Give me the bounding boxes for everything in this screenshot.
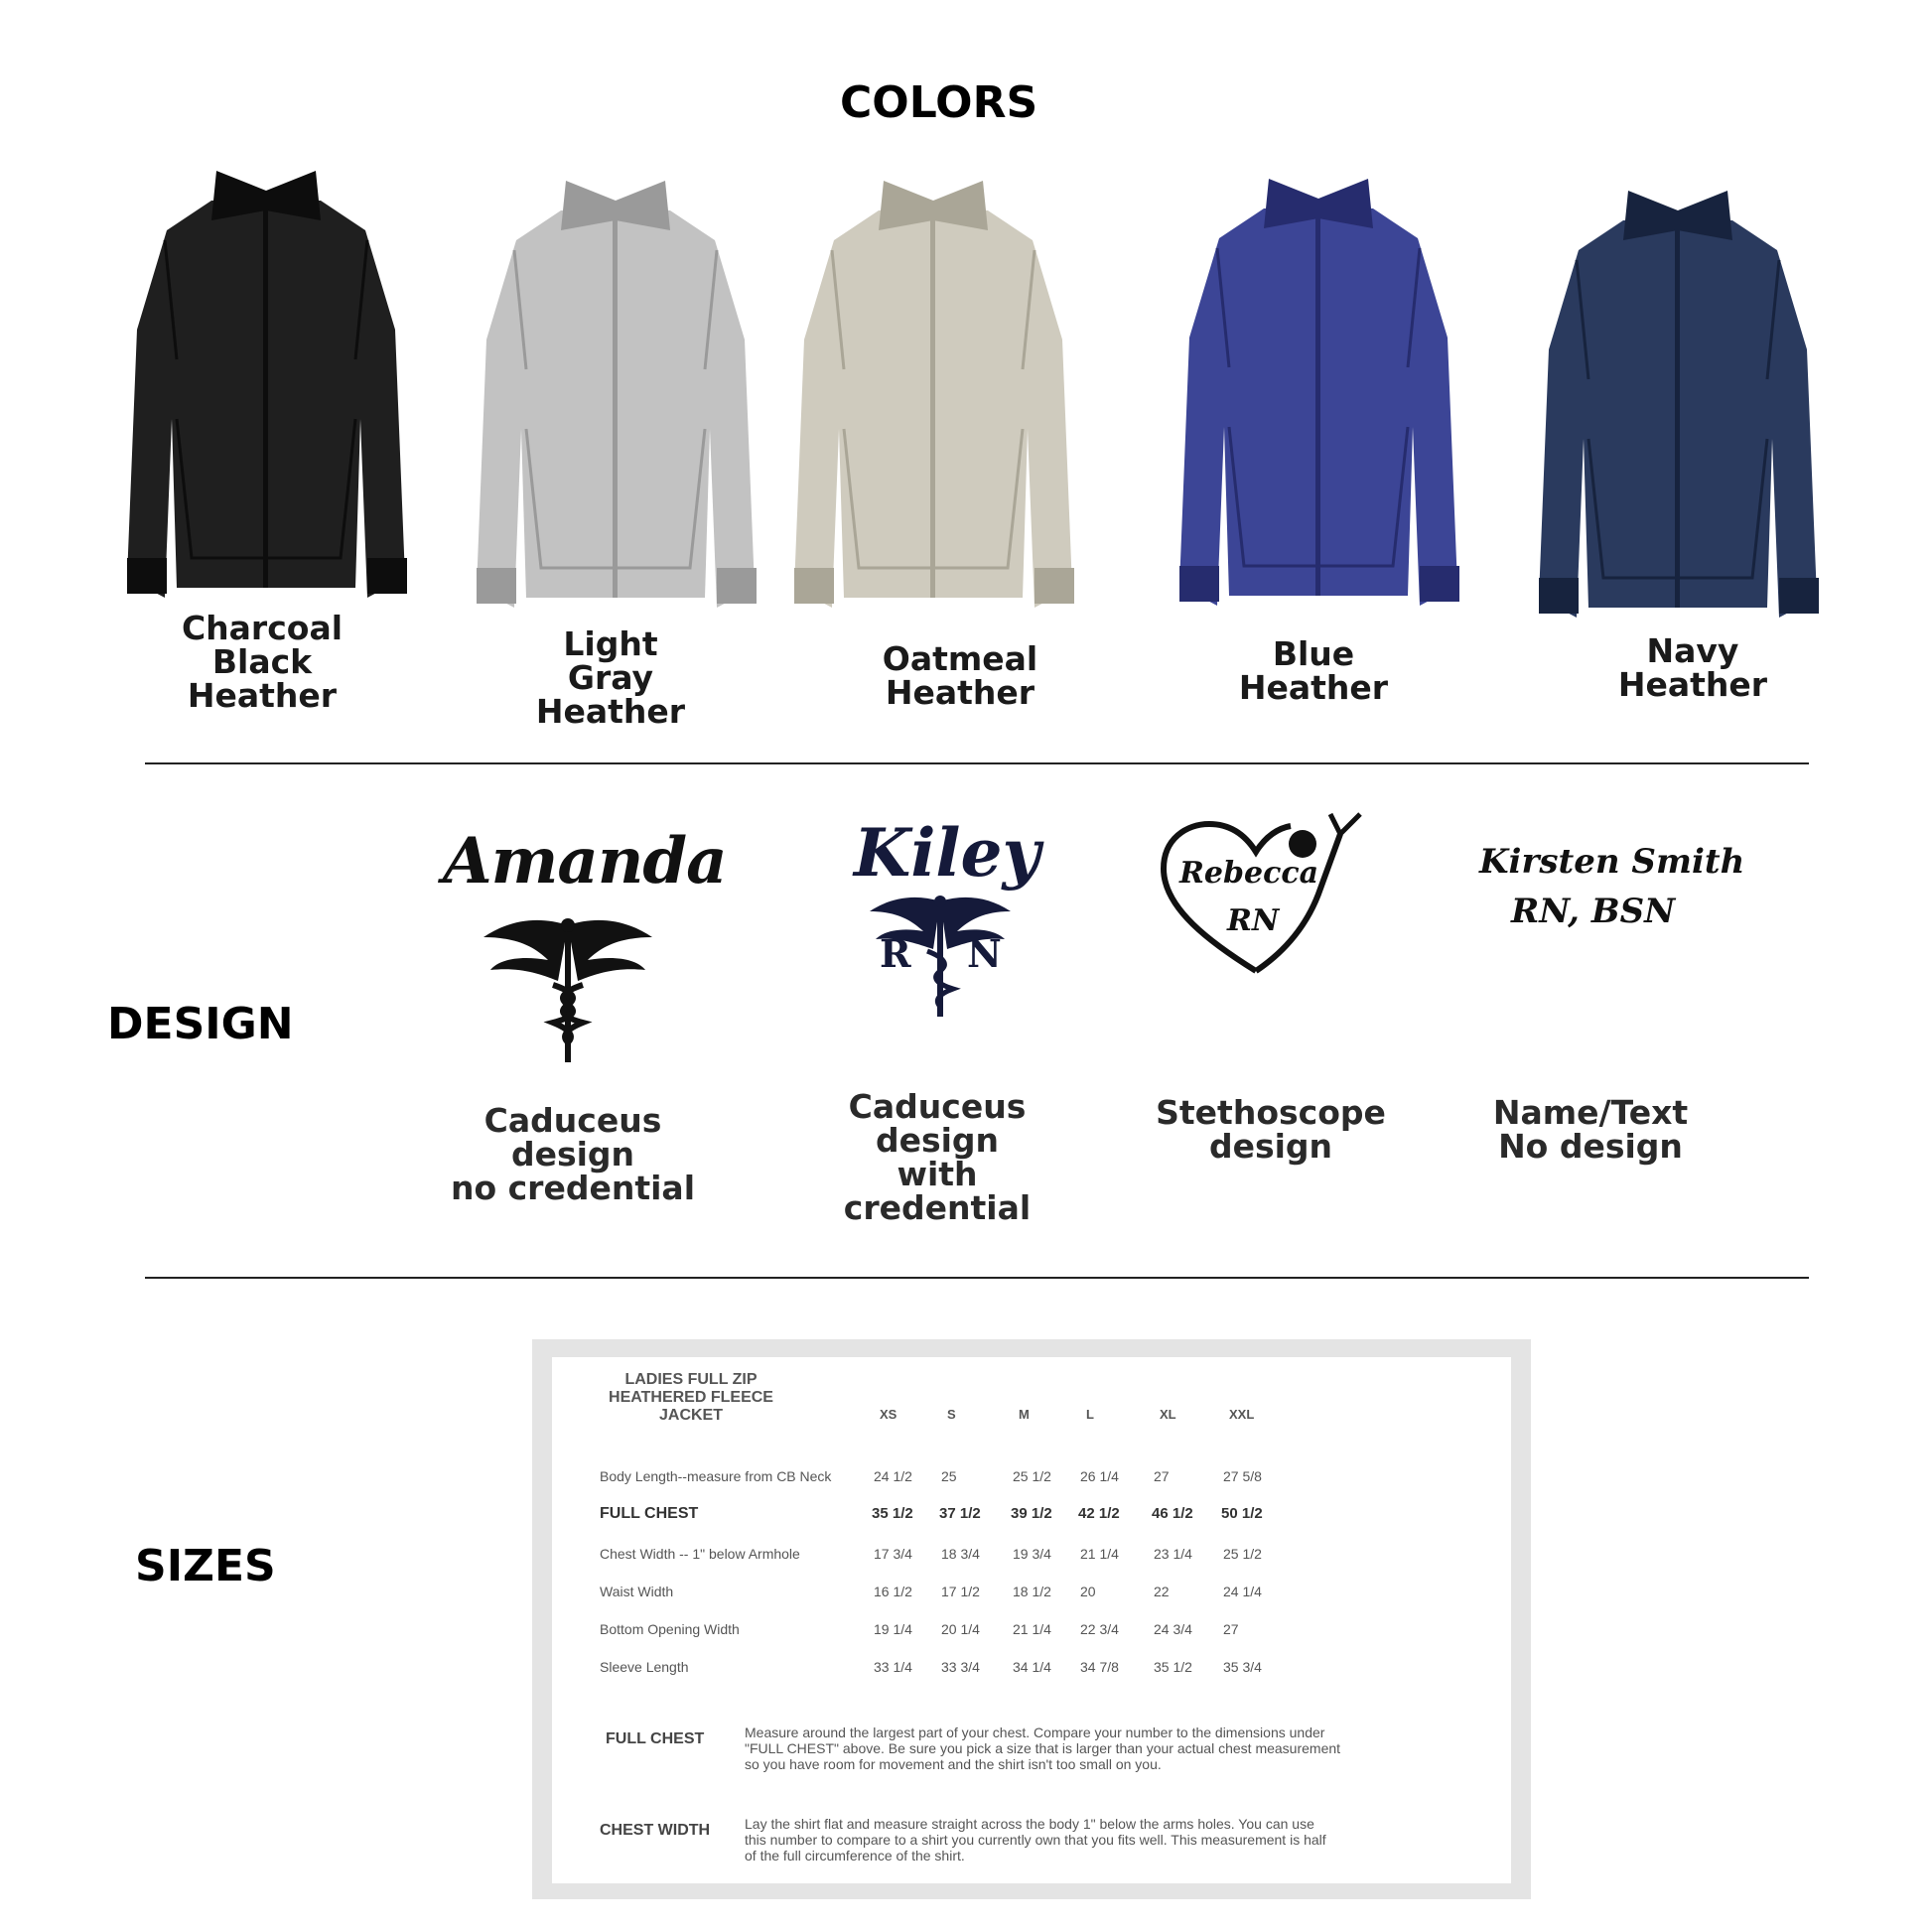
size-cell: 37 1/2 <box>939 1505 981 1522</box>
size-cell: 25 1/2 <box>1223 1546 1262 1562</box>
credential-letter-n: N <box>967 931 1002 976</box>
size-row-label: Sleeve Length <box>600 1659 689 1675</box>
design-sample-kirsten <box>1469 842 1745 961</box>
size-cell: 19 1/4 <box>874 1621 912 1637</box>
sizes-heading: SIZES <box>135 1541 276 1591</box>
size-header-m: M <box>1019 1407 1030 1422</box>
size-cell: 27 5/8 <box>1223 1468 1262 1484</box>
size-chart <box>532 1339 1531 1899</box>
color-label-charcoal: Charcoal Black Heather <box>181 609 344 715</box>
color-label-light-gray: Light Gray Heather <box>535 624 686 731</box>
size-header-xs: XS <box>880 1407 897 1422</box>
size-cell: 25 <box>941 1468 957 1484</box>
size-cell: 24 1/2 <box>874 1468 912 1484</box>
size-cell: 46 1/2 <box>1152 1505 1193 1522</box>
design-label-name-text: Name/Text No design <box>1492 1093 1689 1166</box>
size-cell: 24 1/4 <box>1223 1584 1262 1599</box>
size-cell: 39 1/2 <box>1011 1505 1052 1522</box>
sample-credential-text: RN <box>1227 903 1280 938</box>
size-cell: 35 1/2 <box>872 1505 913 1522</box>
size-header-xl: XL <box>1160 1407 1176 1422</box>
size-cell: 27 <box>1223 1621 1239 1637</box>
size-cell: 33 1/4 <box>874 1659 912 1675</box>
credential-letter-r: R <box>880 931 911 976</box>
design-sample-kiley <box>844 814 1042 1013</box>
size-cell: 27 <box>1154 1468 1170 1484</box>
size-cell: 50 1/2 <box>1221 1505 1263 1522</box>
note-full-chest: Measure around the largest part of your chest. Compare your number to the dimensions under "FULL CHEST" above. Be sure you pick a size that is larger than your actual chest measurement so you have room for movement and the shirt isn't too small on you. <box>745 1725 1341 1772</box>
size-cell: 26 1/4 <box>1080 1468 1119 1484</box>
size-row-label: Bottom Opening Width <box>600 1621 740 1637</box>
size-cell: 18 3/4 <box>941 1546 980 1562</box>
size-cell: 19 3/4 <box>1013 1546 1051 1562</box>
sample-name-text: Kiley <box>854 814 1040 892</box>
size-row-label: FULL CHEST <box>600 1505 699 1522</box>
jacket-image <box>117 161 415 618</box>
size-cell: 17 3/4 <box>874 1546 912 1562</box>
size-cell: 18 1/2 <box>1013 1584 1051 1599</box>
jacket-image <box>784 171 1082 627</box>
design-label-caduceus-no-credential: Caduceus design no credential <box>450 1101 696 1207</box>
size-header-s: S <box>947 1407 956 1422</box>
note-chest-width: Lay the shirt flat and measure straight across the body 1" below the arms holes. You can use this number to compare to a shirt you currently own that you fits well. This measurement is half of the full circumference of the shirt. <box>745 1816 1326 1863</box>
design-sample-amanda <box>433 824 727 1062</box>
size-cell: 23 1/4 <box>1154 1546 1192 1562</box>
size-cell: 21 1/4 <box>1013 1621 1051 1637</box>
size-cell: 22 3/4 <box>1080 1621 1119 1637</box>
size-cell: 22 <box>1154 1584 1170 1599</box>
jacket-image <box>1170 169 1467 625</box>
size-cell: 35 3/4 <box>1223 1659 1262 1675</box>
color-label-blue: Blue Heather <box>1238 634 1389 707</box>
caduceus-icon <box>479 915 657 1064</box>
colors-heading: COLORS <box>840 77 1038 128</box>
size-cell: 17 1/2 <box>941 1584 980 1599</box>
sample-name-text: Kirsten Smith <box>1479 842 1745 882</box>
sample-name-text: Amanda <box>443 824 727 898</box>
size-cell: 33 3/4 <box>941 1659 980 1675</box>
note-label-full-chest: FULL CHEST <box>606 1730 705 1747</box>
size-chart-body <box>552 1357 1511 1883</box>
note-label-chest-width: CHEST WIDTH <box>600 1822 711 1839</box>
size-cell: 35 1/2 <box>1154 1659 1192 1675</box>
size-header-xxl: XXL <box>1229 1407 1255 1422</box>
size-cell: 34 7/8 <box>1080 1659 1119 1675</box>
jacket-image <box>467 171 764 627</box>
jacket-image <box>1529 181 1827 637</box>
stethoscope-heart-icon <box>1152 794 1390 993</box>
size-cell: 25 1/2 <box>1013 1468 1051 1484</box>
size-cell: 42 1/2 <box>1078 1505 1120 1522</box>
color-label-oatmeal: Oatmeal Heather <box>882 639 1038 712</box>
size-row-label: Body Length--measure from CB Neck <box>600 1468 832 1484</box>
design-heading: DESIGN <box>107 999 294 1049</box>
design-sample-rebecca <box>1152 794 1390 993</box>
design-label-stethoscope: Stethoscope design <box>1156 1093 1386 1166</box>
size-cell: 16 1/2 <box>874 1584 912 1599</box>
size-cell: 20 <box>1080 1584 1096 1599</box>
size-cell: 24 3/4 <box>1154 1621 1192 1637</box>
size-header-l: L <box>1086 1407 1094 1422</box>
divider-1 <box>145 762 1809 764</box>
size-cell: 34 1/4 <box>1013 1659 1051 1675</box>
color-label-navy: Navy Heather <box>1617 631 1768 704</box>
design-label-caduceus-with-credential: Caduceus design with credential <box>843 1087 1032 1227</box>
divider-2 <box>145 1277 1809 1279</box>
size-cell: 21 1/4 <box>1080 1546 1119 1562</box>
size-row-label: Chest Width -- 1" below Armhole <box>600 1546 800 1562</box>
sample-name-text: Rebecca <box>1179 856 1319 891</box>
size-row-label: Waist Width <box>600 1584 674 1599</box>
size-chart-product-title: LADIES FULL ZIP HEATHERED FLEECE JACKET <box>609 1371 773 1424</box>
sample-credential-text: RN, BSN <box>1511 892 1676 931</box>
size-cell: 20 1/4 <box>941 1621 980 1637</box>
